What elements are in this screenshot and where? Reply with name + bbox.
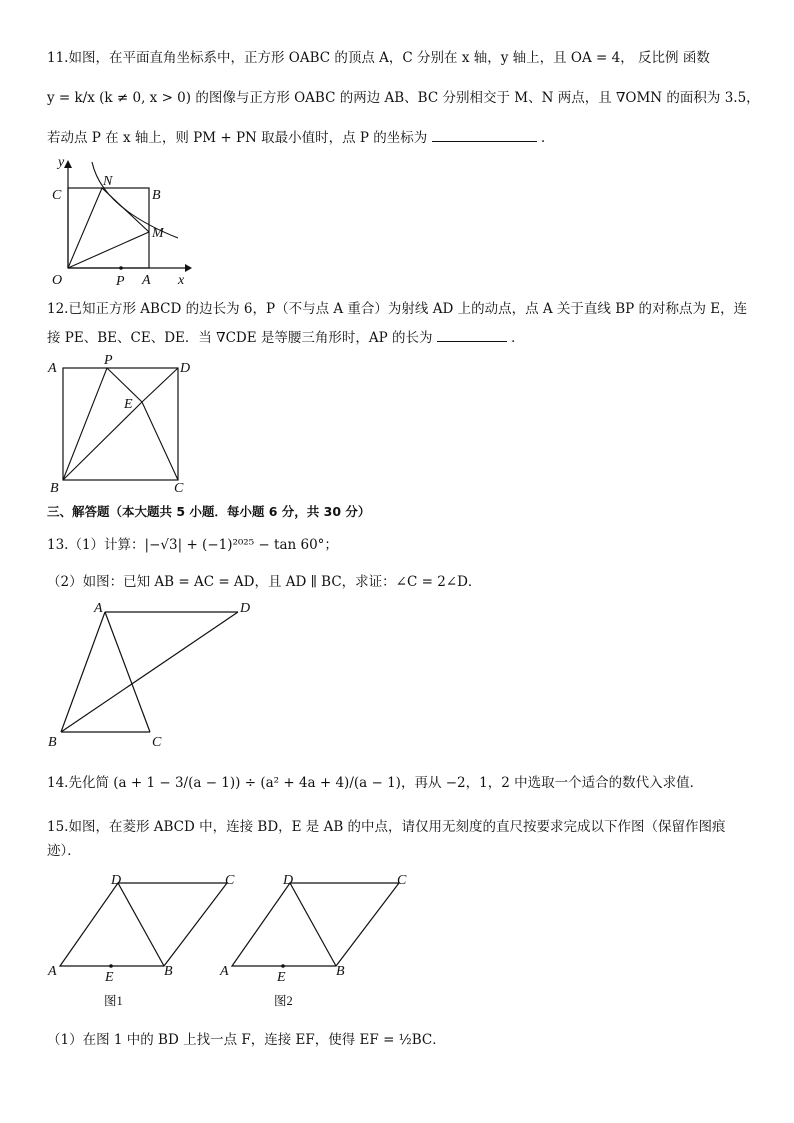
label-y: y [58,155,65,170]
label-c: C [52,188,62,203]
q14-text: 14.先化简 (a + 1 − 3/(a − 1)) ÷ (a² + 4a + 4)/(a − 1)，再从 −2，1，2 中选取一个适合的数代入求值． [47,775,704,791]
segment-bp [63,368,107,480]
label-n: N [103,174,113,189]
figure-2-caption: 图2 [274,994,293,1008]
point-p [119,266,123,270]
label-m: M [152,226,164,241]
label-a: A [48,964,57,979]
diagonal-bd [290,883,336,966]
x-axis-arrow [185,264,192,272]
q12-answer-blank[interactable] [437,327,507,342]
label-o: O [52,273,63,288]
label-e: E [277,970,286,985]
rhombus-abcd [232,883,399,966]
q11-line2: y = k/x (k ≠ 0, x > 0) 的图像与正方形 OABC 的两边 AB、BC 分别相交于 M、N 两点，且 ∇OMN 的面积为 3.5， [47,90,760,106]
q11-line1: 11.如图，在平面直角坐标系中，正方形 OABC 的顶点 A，C 分别在 x 轴，y 轴上，且 OA = 4， 反比例 函数 [47,50,710,66]
label-p: P [116,274,125,289]
label-e: E [124,397,133,412]
segment-on [68,188,102,268]
label-d: D [111,873,122,888]
label-a: A [48,361,57,376]
label-d: D [283,873,294,888]
section3-heading: 三、解答题（本大题共 5 小题．每小题 6 分，共 30 分） [47,504,371,519]
segment-be [63,402,142,480]
q11-figure [40,150,200,290]
label-c: C [152,735,162,750]
label-d: D [180,361,191,376]
q15-figure-2 [216,868,416,1013]
q13-part2: （2）如图：已知 AB = AC = AD，且 AD ∥ BC，求证：∠C = 2∠D． [47,574,482,590]
q15-figure-1 [44,868,234,1013]
label-d: D [240,601,251,616]
q13-part1: 13.（1）计算：|−√3| + (−1)²⁰²⁵ − tan 60°； [47,537,338,553]
q12-line2 [47,327,525,348]
segment-ac [105,612,150,732]
label-c: C [225,873,235,888]
q12-line1: 12.已知正方形 ABCD 的边长为 6，P（不与点 A 重合）为射线 AD 上的动点，点 A 关于直线 BP 的对称点为 E，连 [47,301,748,317]
q11-line3-text: 若动点 P 在 x 轴上，则 PM + PN 取最小值时，点 P 的坐标为 [47,130,428,146]
label-c: C [174,481,184,496]
segment-om [68,232,149,268]
q15-line1: 15.如图，在菱形 ABCD 中，连接 BD，E 是 AB 的中点，请仅用无刻度的直尺按要求完成以下作图（保留作图痕 [47,819,726,835]
label-b: B [164,964,173,979]
q11-line3 [47,127,545,148]
label-a: A [220,964,229,979]
label-b: B [50,481,59,496]
diagonal-bd [118,883,164,966]
point-e [109,964,113,968]
figure-1-caption: 图1 [104,994,123,1008]
label-b: B [48,735,57,750]
label-a: A [142,273,151,288]
label-c: C [397,873,407,888]
label-b: B [336,964,345,979]
q12-figure [44,352,204,497]
rhombus-abcd [60,883,227,966]
label-a: A [94,601,103,616]
segment-bd [61,612,238,732]
label-b: B [152,188,161,203]
q15-part1: （1）在图 1 中的 BD 上找一点 F，连接 EF，使得 EF = ½BC． [47,1032,446,1048]
q12-line2-end: ． [511,330,525,346]
label-e: E [105,970,114,985]
segment-nm [102,188,149,232]
segment-ce [142,402,178,480]
label-x: x [178,273,185,288]
q12-line2-text: 接 PE、BE、CE、DE．当 ∇CDE 是等腰三角形时，AP 的长为 [47,330,433,346]
q13-figure [44,598,264,753]
square-oabc [68,188,149,268]
point-e [281,964,285,968]
q15-line2: 迹）． [47,843,81,859]
q11-line3-end: . [540,130,546,146]
y-axis-arrow [64,160,72,168]
q11-answer-blank[interactable] [432,127,537,142]
segment-ab [61,612,105,732]
segment-de [142,368,178,402]
label-p: P [104,353,113,368]
